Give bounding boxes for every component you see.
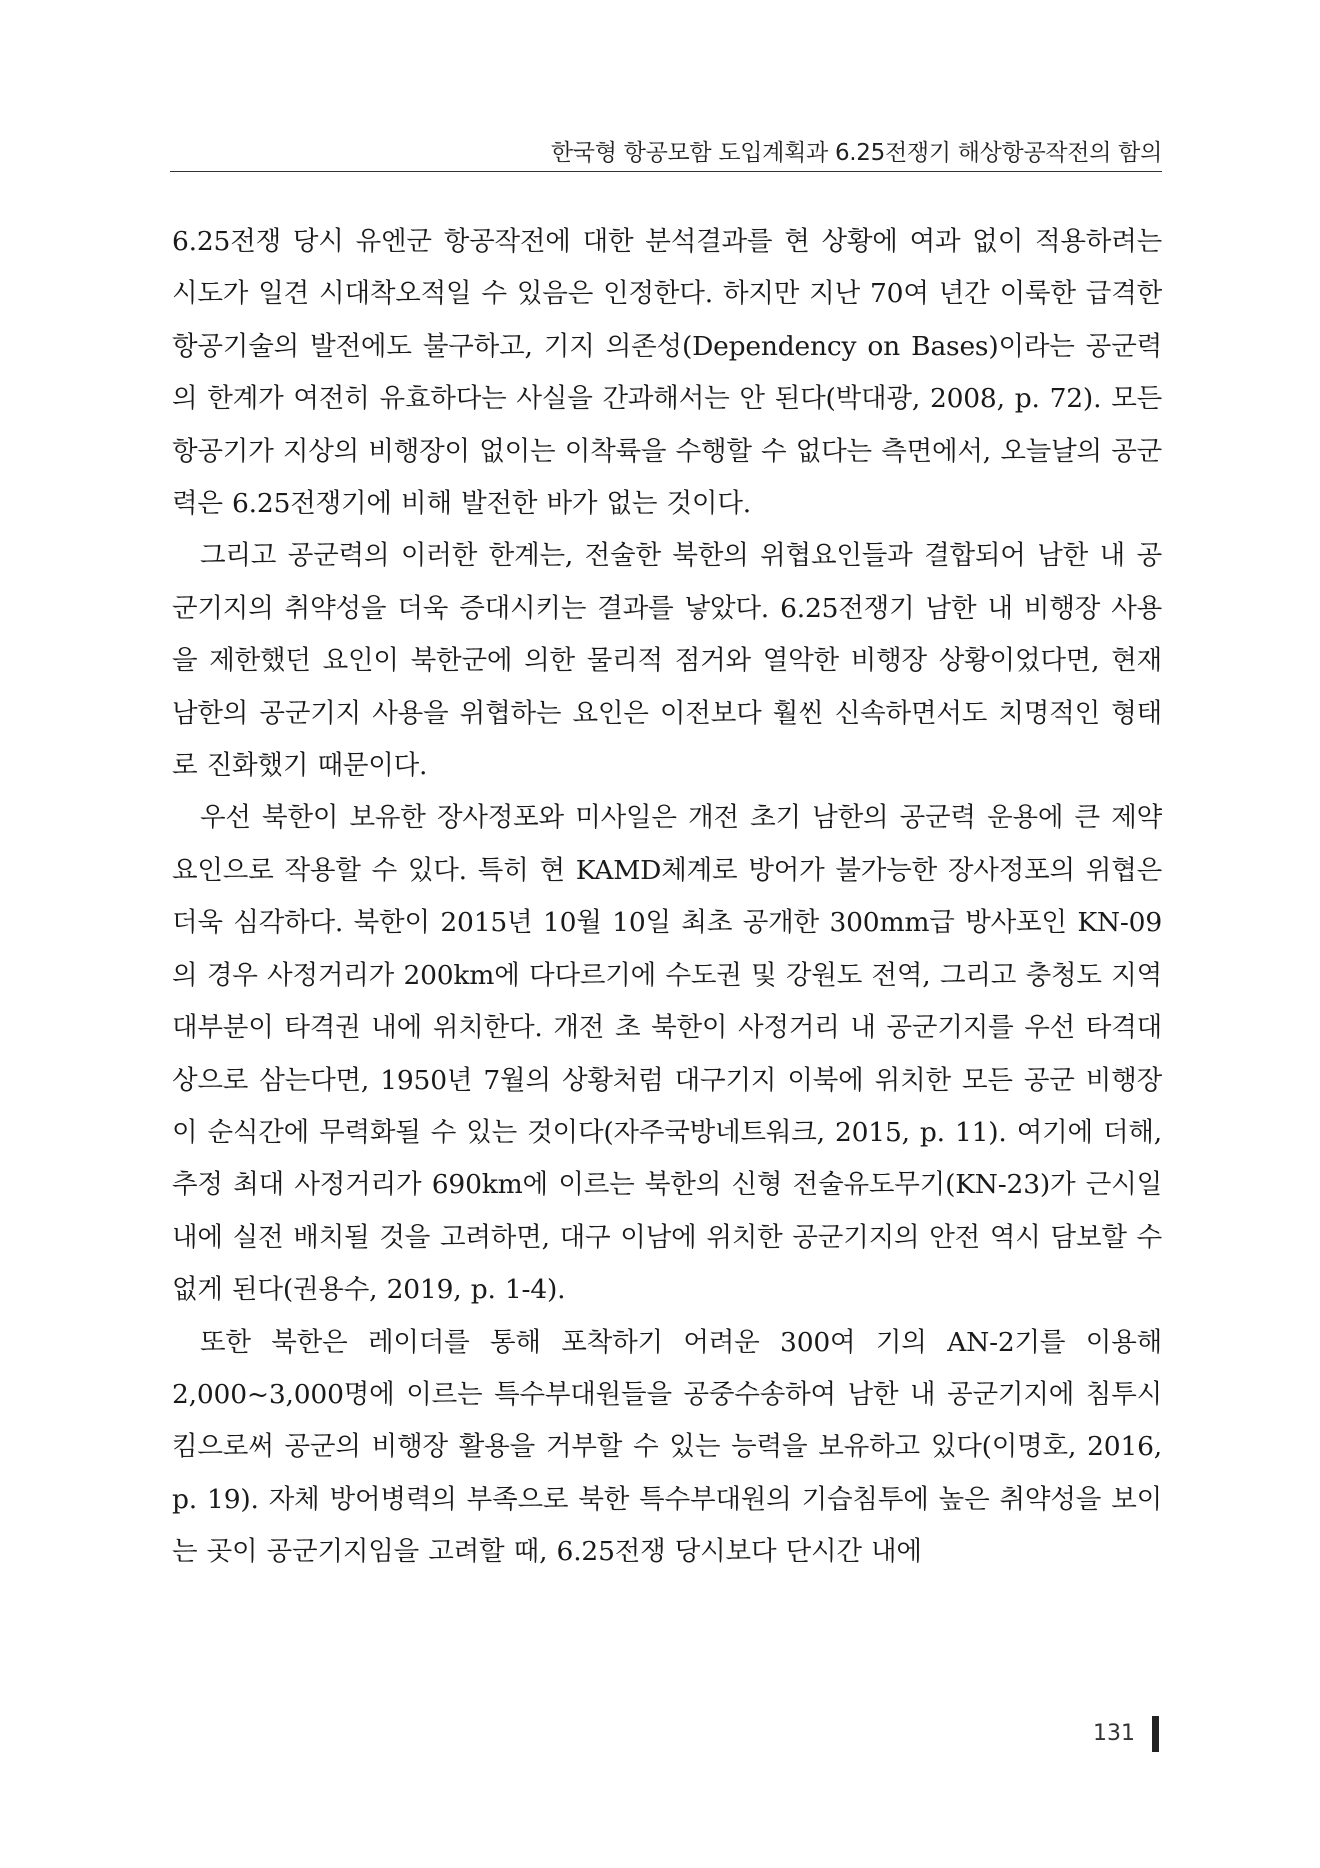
paragraph-1: 6.25전쟁 당시 유엔군 항공작전에 대한 분석결과를 현 상황에 여과 없이 적용하려는 시도가 일견 시대착오적일 수 있음은 인정한다. 하지만 지난 70여 년간 이룩한 급격한 항공기술의 발전에도 불구하고, 기지 의존성(Dependency on Bases)이라는 공군력의 한계가 여전히 유효하다는 사실을 간과해서는 안 된다(박대광, 2008, p. 72). 모든 항공기가 지상의 비행장이 없이는 이착륙을 수행할 수 없다는 측면에서, 오늘날의 공군력은 6.25전쟁기에 비해 발전한 바가 없는 것이다. xyxy=(172,226,1162,520)
page-number-bar xyxy=(1152,1716,1159,1752)
page-number: 131 xyxy=(1093,1721,1135,1746)
paragraph-2: 그리고 공군력의 이러한 한계는, 전술한 북한의 위협요인들과 결합되어 남한 내 공군기지의 취약성을 더욱 증대시키는 결과를 낳았다. 6.25전쟁기 남한 내 비행장 사용을 제한했던 요인이 북한군에 의한 물리적 점거와 열악한 비행장 상황이었다면, 현재 남한의 공군기지 사용을 위협하는 요인은 이전보다 훨씬 신속하면서도 치명적인 형태로 진화했기 때문이다. xyxy=(172,540,1162,782)
body-text xyxy=(172,216,1162,1579)
paragraph-4: 또한 북한은 레이더를 통해 포착하기 어려운 300여 기의 AN-2기를 이용해 2,000~3,000명에 이르는 특수부대원들을 공중수송하여 남한 내 공군기지에 침투시킴으로써 공군의 비행장 활용을 거부할 수 있는 능력을 보유하고 있다(이명호, 2016, p. 19). 자체 방어병력의 부족으로 북한 특수부대원의 기습침투에 높은 취약성을 보이는 곳이 공군기지임을 고려할 때, 6.25전쟁 당시보다 단시간 내에 xyxy=(172,1326,1162,1568)
header-divider xyxy=(170,171,1162,172)
running-header: 한국형 항공모함 도입계획과 6.25전쟁기 해상항공작전의 함의 xyxy=(550,140,1162,166)
paragraph-3: 우선 북한이 보유한 장사정포와 미사일은 개전 초기 남한의 공군력 운용에 큰 제약요인으로 작용할 수 있다. 특히 현 KAMD체계로 방어가 불가능한 장사정포의 위협은 더욱 심각하다. 북한이 2015년 10월 10일 최초 공개한 300mm급 방사포인 KN-09의 경우 사정거리가 200km에 다다르기에 수도권 및 강원도 전역, 그리고 충청도 지역 대부분이 타격권 내에 위치한다. 개전 초 북한이 사정거리 내 공군기지를 우선 타격대상으로 삼는다면, 1950년 7월의 상황처럼 대구기지 이북에 위치한 모든 공군 비행장이 순식간에 무력화될 수 있는 것이다(자주국방네트워크, 2015, p. 11). 여기에 더해, 추정 최대 사정거리가 690km에 이르는 북한의 신형 전술유도무기(KN-23)가 근시일 내에 실전 배치될 것을 고려하면, 대구 이남에 위치한 공군기지의 안전 역시 담보할 수 없게 된다(권용수, 2019, p. 1-4). xyxy=(172,802,1162,1306)
